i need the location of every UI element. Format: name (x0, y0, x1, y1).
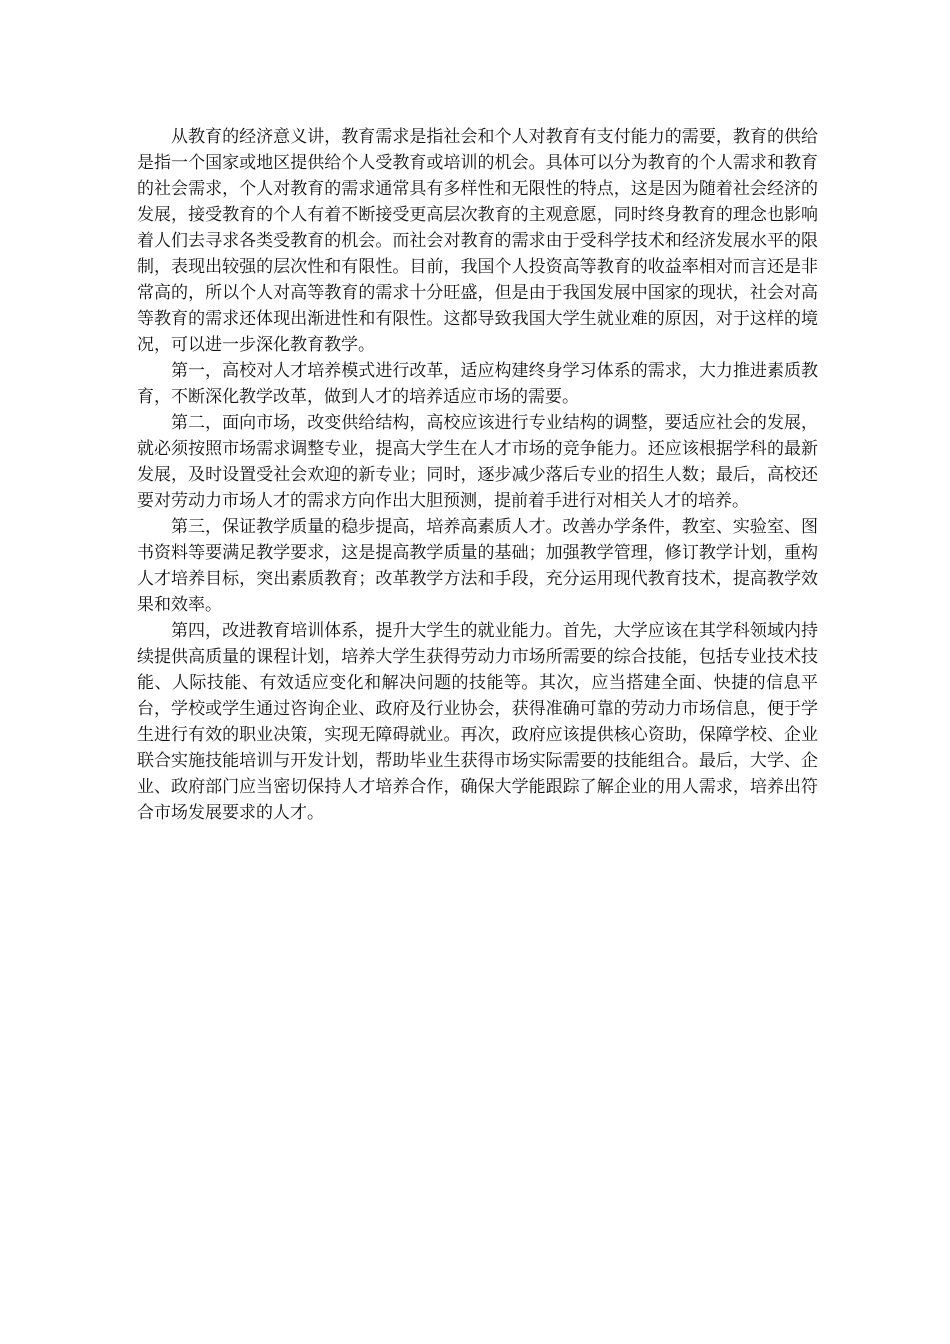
paragraph-third: 第三，保证教学质量的稳步提高，培养高素质人才。改善办学条件，教室、实验室、图书资料等要满足教学要求，这是提高教学质量的基础；加强教学管理，修订教学计划，重构人才培养目标，突出素质教育；改革教学方法和手段，充分运用现代教育技术，提高教学效果和效率。 (137, 517, 818, 615)
paragraph-intro: 从教育的经济意义讲，教育需求是指社会和个人对教育有支付能力的需要，教育的供给是指一个国家或地区提供给个人受教育或培训的机会。具体可以分为教育的个人需求和教育的社会需求，个人对教育的需求通常具有多样性和无限性的特点，这是因为随着社会经济的发展，接受教育的个人有着不断接受更高层次教育的主观意愿，同时终身教育的理念也影响着人们去寻求各类受教育的机会。而社会对教育的需求由于受科学技术和经济发展水平的限制，表现出较强的层次性和有限性。目前，我国个人投资高等教育的收益率相对而言还是非常高的，所以个人对高等教育的需求十分旺盛，但是由于我国发展中国家的现状，社会对高等教育的需求还体现出渐进性和有限性。这都导致我国大学生就业难的原因，对于这样的境况，可以进一步深化教育教学。 (137, 127, 818, 355)
paragraph-first: 第一，高校对人才培养模式进行改革，适应构建终身学习体系的需求，大力推进素质教育，不断深化教学改革，做到人才的培养适应市场的需要。 (137, 361, 818, 407)
document-body (137, 124, 818, 826)
paragraph-second: 第二，面向市场，改变供给结构，高校应该进行专业结构的调整，要适应社会的发展，就必须按照市场需求调整专业，提高大学生在人才市场的竞争能力。还应该根据学科的最新发展，及时设置受社会欢迎的新专业；同时，逐步减少落后专业的招生人数；最后，高校还要对劳动力市场人才的需求方向作出大胆预测，提前着手进行对相关人才的培养。 (137, 413, 818, 511)
paragraph-fourth: 第四，改进教育培训体系，提升大学生的就业能力。首先，大学应该在其学科领域内持续提供高质量的课程计划，培养大学生获得劳动力市场所需要的综合技能，包括专业技术技能、人际技能、有效适应变化和解决问题的技能等。其次，应当搭建全面、快捷的信息平台，学校或学生通过咨询企业、政府及行业协会，获得准确可靠的劳动力市场信息，便于学生进行有效的职业决策，实现无障碍就业。再次，政府应该提供核心资助，保障学校、企业联合实施技能培训与开发计划，帮助毕业生获得市场实际需要的技能组合。最后，大学、企业、政府部门应当密切保持人才培养合作，确保大学能跟踪了解企业的用人需求，培养出符合市场发展要求的人才。 (137, 621, 818, 823)
